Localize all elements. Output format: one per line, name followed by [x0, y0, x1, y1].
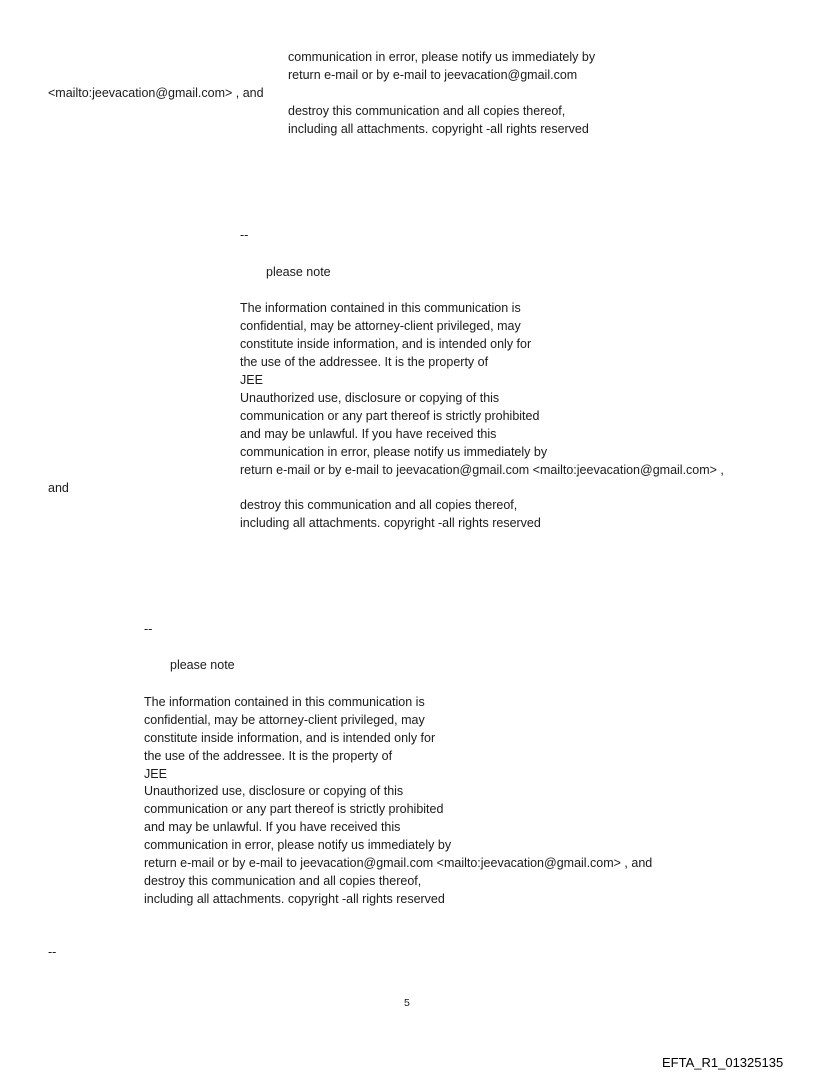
block1-line-2: return e-mail or by e-mail to jeevacation@gmail.com	[288, 68, 578, 82]
block2-line-11: and	[48, 481, 69, 495]
block3-line-11: destroy this communication and all copies thereof,	[144, 874, 422, 888]
block2-line-4: the use of the addressee. It is the property of	[240, 355, 489, 369]
block1-line-3: <mailto:jeevacation@gmail.com> , and	[48, 86, 264, 100]
block1-line-1: communication in error, please notify us immediately by	[288, 50, 596, 64]
block3-line-1: The information contained in this communication is	[144, 695, 425, 709]
block3-heading: please note	[170, 658, 235, 672]
block3-line-2: confidential, may be attorney-client privileged, may	[144, 713, 425, 727]
block3-line-8: and may be unlawful. If you have received this	[144, 820, 401, 834]
block3-line-12: including all attachments. copyright -all rights reserved	[144, 892, 445, 906]
block3-line-4: the use of the addressee. It is the property of	[144, 749, 393, 763]
block3-line-6: Unauthorized use, disclosure or copying of this	[144, 784, 404, 798]
block2-line-12: destroy this communication and all copies thereof,	[240, 498, 518, 512]
block2-line-3: constitute inside information, and is intended only for	[240, 337, 532, 351]
block2-line-9: communication in error, please notify us immediately by	[240, 445, 548, 459]
block2-line-2: confidential, may be attorney-client privileged, may	[240, 319, 521, 333]
block2-line-5: JEE	[240, 373, 263, 387]
block1-line-4: destroy this communication and all copies thereof,	[288, 104, 566, 118]
block2-separator: --	[240, 228, 249, 242]
block2-heading: please note	[266, 265, 331, 279]
page-number: 5	[404, 997, 410, 1009]
block2-line-13: including all attachments. copyright -all rights reserved	[240, 516, 541, 530]
block3-line-5: JEE	[144, 767, 167, 781]
block3-line-3: constitute inside information, and is intended only for	[144, 731, 436, 745]
block1-line-5: including all attachments. copyright -all rights reserved	[288, 122, 589, 136]
block2-line-10: return e-mail or by e-mail to jeevacation@gmail.com <mailto:jeevacation@gmail.com> ,	[240, 463, 724, 477]
block2-line-7: communication or any part thereof is strictly prohibited	[240, 409, 540, 423]
footer-separator: --	[48, 945, 57, 959]
bates-number: EFTA_R1_01325135	[662, 1055, 784, 1070]
block2-line-6: Unauthorized use, disclosure or copying of this	[240, 391, 500, 405]
block3-separator: --	[144, 622, 153, 636]
block3-line-10: return e-mail or by e-mail to jeevacation@gmail.com <mailto:jeevacation@gmail.com> , and	[144, 856, 653, 870]
block2-line-8: and may be unlawful. If you have received this	[240, 427, 497, 441]
block2-line-1: The information contained in this communication is	[240, 301, 521, 315]
block3-line-7: communication or any part thereof is strictly prohibited	[144, 802, 444, 816]
block3-line-9: communication in error, please notify us immediately by	[144, 838, 452, 852]
